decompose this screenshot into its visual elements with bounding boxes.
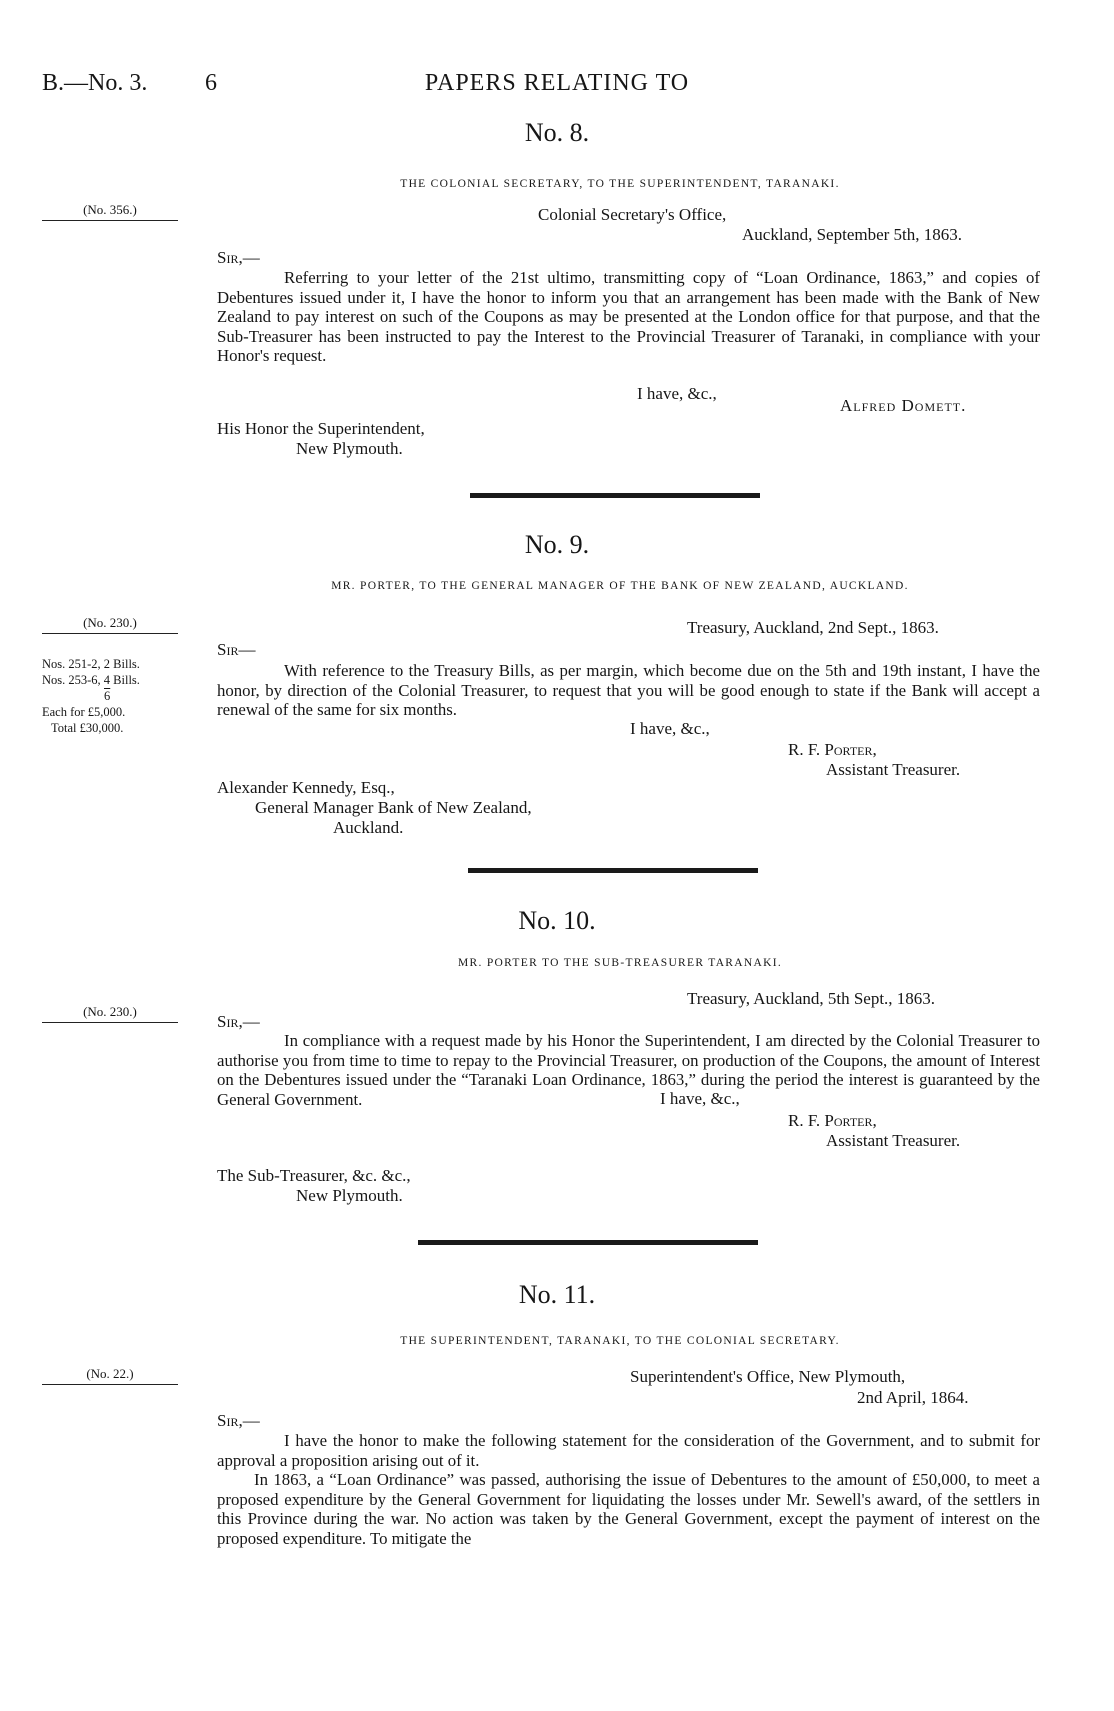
section-divider: [468, 868, 758, 873]
margin-note: [42, 656, 192, 736]
recipient-line: General Manager Bank of New Zealand,: [255, 798, 532, 817]
section-divider: [418, 1240, 758, 1245]
paragraph: With reference to the Treasury Bills, as per margin, which become due on the 5th and 19th instant, I have the honor, by direction of the Colonial Treasurer, to request that you will be good enough to state if the Bank will accept a renewal of the same for six months.: [217, 661, 1040, 720]
closing: I have, &c.,: [637, 384, 717, 403]
letter-heading: MR. PORTER, TO THE GENERAL MANAGER OF THE BANK OF NEW ZEALAND, AUCKLAND.: [331, 580, 909, 592]
salutation: Sir—: [217, 640, 256, 659]
letter-body: [217, 1031, 1040, 1109]
letter-number: No. 11.: [518, 1280, 596, 1309]
letter-heading: MR. PORTER TO THE SUB-TREASURER TARANAKI.: [458, 957, 782, 969]
salutation: Sir,—: [217, 248, 260, 267]
letter-heading: THE SUPERINTENDENT, TARANAKI, TO THE COLONIAL SECRETARY.: [400, 1335, 840, 1347]
margin-reference: (No. 356.): [42, 202, 178, 221]
margin-reference: (No. 230.): [42, 615, 178, 634]
salutation: Sir,—: [217, 1012, 260, 1031]
letter-body: [217, 268, 1040, 366]
letter-date: Treasury, Auckland, 5th Sept., 1863.: [687, 989, 936, 1008]
letter-number: No. 10.: [518, 906, 596, 935]
margin-note-line: Each for £5,000.: [42, 705, 126, 719]
margin-reference: (No. 230.): [42, 1004, 178, 1023]
signature: R. F. Porter,: [788, 740, 877, 759]
signature: R. F. Porter,: [788, 1111, 877, 1130]
letter-heading: THE COLONIAL SECRETARY, TO THE SUPERINTENDENT, TARANAKI.: [400, 178, 840, 190]
letter-body: [217, 661, 1040, 720]
recipient-line: Alexander Kennedy, Esq.,: [217, 778, 395, 797]
recipient-line: Auckland.: [333, 818, 404, 837]
paragraph: In compliance with a request made by his Honor the Superintendent, I am directed by the Colonial Treasurer to authorise you from time to time to repay to the Provincial Treasurer, on production of the Coupons, the amount of Interest on the Debentures issued under the “Taranaki Loan Ordinance, 1863,” during the period the interest is guaranteed by the General Government.: [217, 1031, 1040, 1109]
closing: I have, &c.,: [660, 1089, 740, 1108]
margin-reference: (No. 22.): [42, 1366, 178, 1385]
margin-note-line: Total £30,000.: [51, 721, 124, 735]
letter-number: No. 9.: [524, 530, 590, 559]
signature: Alfred Domett.: [840, 396, 967, 415]
recipient-line: New Plymouth.: [296, 439, 403, 458]
recipient-line: New Plymouth.: [296, 1186, 403, 1205]
margin-note-line: 6: [104, 689, 111, 703]
series-number: B.—No. 3.: [42, 70, 148, 96]
letter-address: Superintendent's Office, New Plymouth,: [630, 1367, 906, 1386]
margin-note-line: Nos. 253-6, 4 Bills.: [42, 673, 140, 687]
letter-date: Auckland, September 5th, 1863.: [742, 225, 963, 244]
letter-date: Treasury, Auckland, 2nd Sept., 1863.: [687, 618, 939, 637]
recipient-line: His Honor the Superintendent,: [217, 419, 425, 438]
letter-date: 2nd April, 1864.: [857, 1388, 969, 1407]
section-divider: [470, 493, 760, 498]
recipient-line: The Sub-Treasurer, &c. &c.,: [217, 1166, 411, 1185]
page-number: 6: [205, 70, 217, 96]
paragraph: In 1863, a “Loan Ordinance” was passed, authorising the issue of Debentures to the amount of £50,000, to meet a proposed expenditure by the General Government for liquidating the losses under Mr. Sewell's award, of the settlers in this Province during the war. No action was taken by the General Government, except the payment of interest on the proposed expenditure. To mitigate the: [217, 1470, 1040, 1548]
letter-body: [217, 1431, 1040, 1549]
closing: I have, &c.,: [630, 719, 710, 738]
letter-address: Colonial Secretary's Office,: [538, 205, 727, 224]
running-title: PAPERS RELATING TO: [424, 70, 690, 96]
signature-title: Assistant Treasurer.: [826, 760, 961, 779]
signature-title: Assistant Treasurer.: [826, 1131, 961, 1150]
salutation: Sir,—: [217, 1411, 260, 1430]
letter-number: No. 8.: [524, 118, 590, 147]
paragraph: Referring to your letter of the 21st ultimo, transmitting copy of “Loan Ordinance, 1863,” and copies of Debentures issued under it, I have the honor to inform you that an arrangement has been made with the Bank of New Zealand to pay interest on such of the Coupons as may be presented at the London office for that purpose, and that the Sub-Treasurer has been instructed to pay the Interest to the Provincial Treasurer of Taranaki, in compliance with your Honor's request.: [217, 268, 1040, 366]
paragraph: I have the honor to make the following statement for the consideration of the Government, and to submit for approval a proposition arising out of it.: [217, 1431, 1040, 1470]
margin-note-line: Nos. 251-2, 2 Bills.: [42, 657, 140, 671]
